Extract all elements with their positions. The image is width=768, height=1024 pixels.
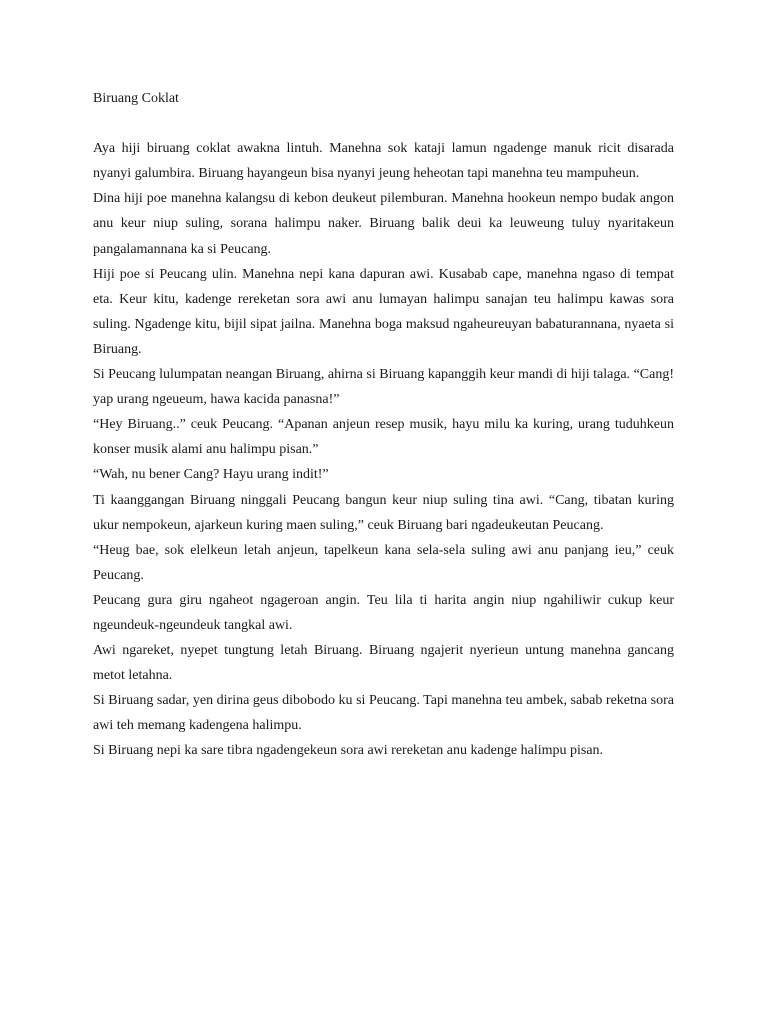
title-spacer xyxy=(93,111,674,136)
paragraph: Dina hiji poe manehna kalangsu di kebon deukeut pilemburan. Manehna hookeun nempo budak angon anu keur niup suling, sorana halimpu naker. Biruang balik deui ka leuweung tuluy nyaritakeun pangalamannana ka si Peucang. xyxy=(93,191,674,257)
paragraph: Si Peucang lulumpatan neangan Biruang, ahirna si Biruang kapanggih keur mandi di hiji talaga. “Cang! yap urang ngeueum, hawa kacida panasna!” xyxy=(93,367,674,408)
paragraph: Hiji poe si Peucang ulin. Manehna nepi kana dapuran awi. Kusabab cape, manehna ngaso di tempat eta. Keur kitu, kadenge rereketan sora awi anu lumayan halimpu sanajan teu halimpu kawas sora suling. Ngadenge kitu, bijil sipat jailna. Manehna boga maksud ngaheureuyan babaturannana, nyaeta si Biruang. xyxy=(93,266,674,357)
paragraph: “Wah, nu bener Cang? Hayu urang indit!” xyxy=(93,467,329,483)
paragraph: Peucang gura giru ngaheot ngageroan angin. Teu lila ti harita angin niup ngahiliwir cukup keur ngeundeuk-ngeundeuk tangkal awi. xyxy=(93,592,674,633)
document-body xyxy=(93,86,674,764)
paragraph: “Hey Biruang..” ceuk Peucang. “Apanan anjeun resep musik, hayu milu ka kuring, urang tuduhkeun konser musik alami anu halimpu pisan.” xyxy=(93,417,674,458)
paragraph: Ti kaanggangan Biruang ninggali Peucang bangun keur niup suling tina awi. “Cang, tibatan kuring ukur nempokeun, ajarkeun kuring maen suling,” ceuk Biruang bari ngadeukeutan Peucang. xyxy=(93,492,674,533)
paragraph: Si Biruang sadar, yen dirina geus dibobodo ku si Peucang. Tapi manehna teu ambek, sabab reketna sora awi teh memang kadengena halimpu. xyxy=(93,693,674,734)
paragraph: Aya hiji biruang coklat awakna lintuh. Manehna sok kataji lamun ngadenge manuk ricit disarada nyanyi galumbira. Biruang hayangeun bisa nyanyi jeung heheotan tapi manehna teu mampuheun. xyxy=(93,141,674,182)
paragraph: Awi ngareket, nyepet tungtung letah Biruang. Biruang ngajerit nyerieun untung manehna gancang metot letahna. xyxy=(93,643,674,684)
document-title: Biruang Coklat xyxy=(93,91,179,106)
paragraph: Si Biruang nepi ka sare tibra ngadengekeun sora awi rereketan anu kadenge halimpu pisan. xyxy=(93,743,604,759)
paragraph: “Heug bae, sok elelkeun letah anjeun, tapelkeun kana sela-sela suling awi anu panjang ieu,” ceuk Peucang. xyxy=(93,542,674,583)
